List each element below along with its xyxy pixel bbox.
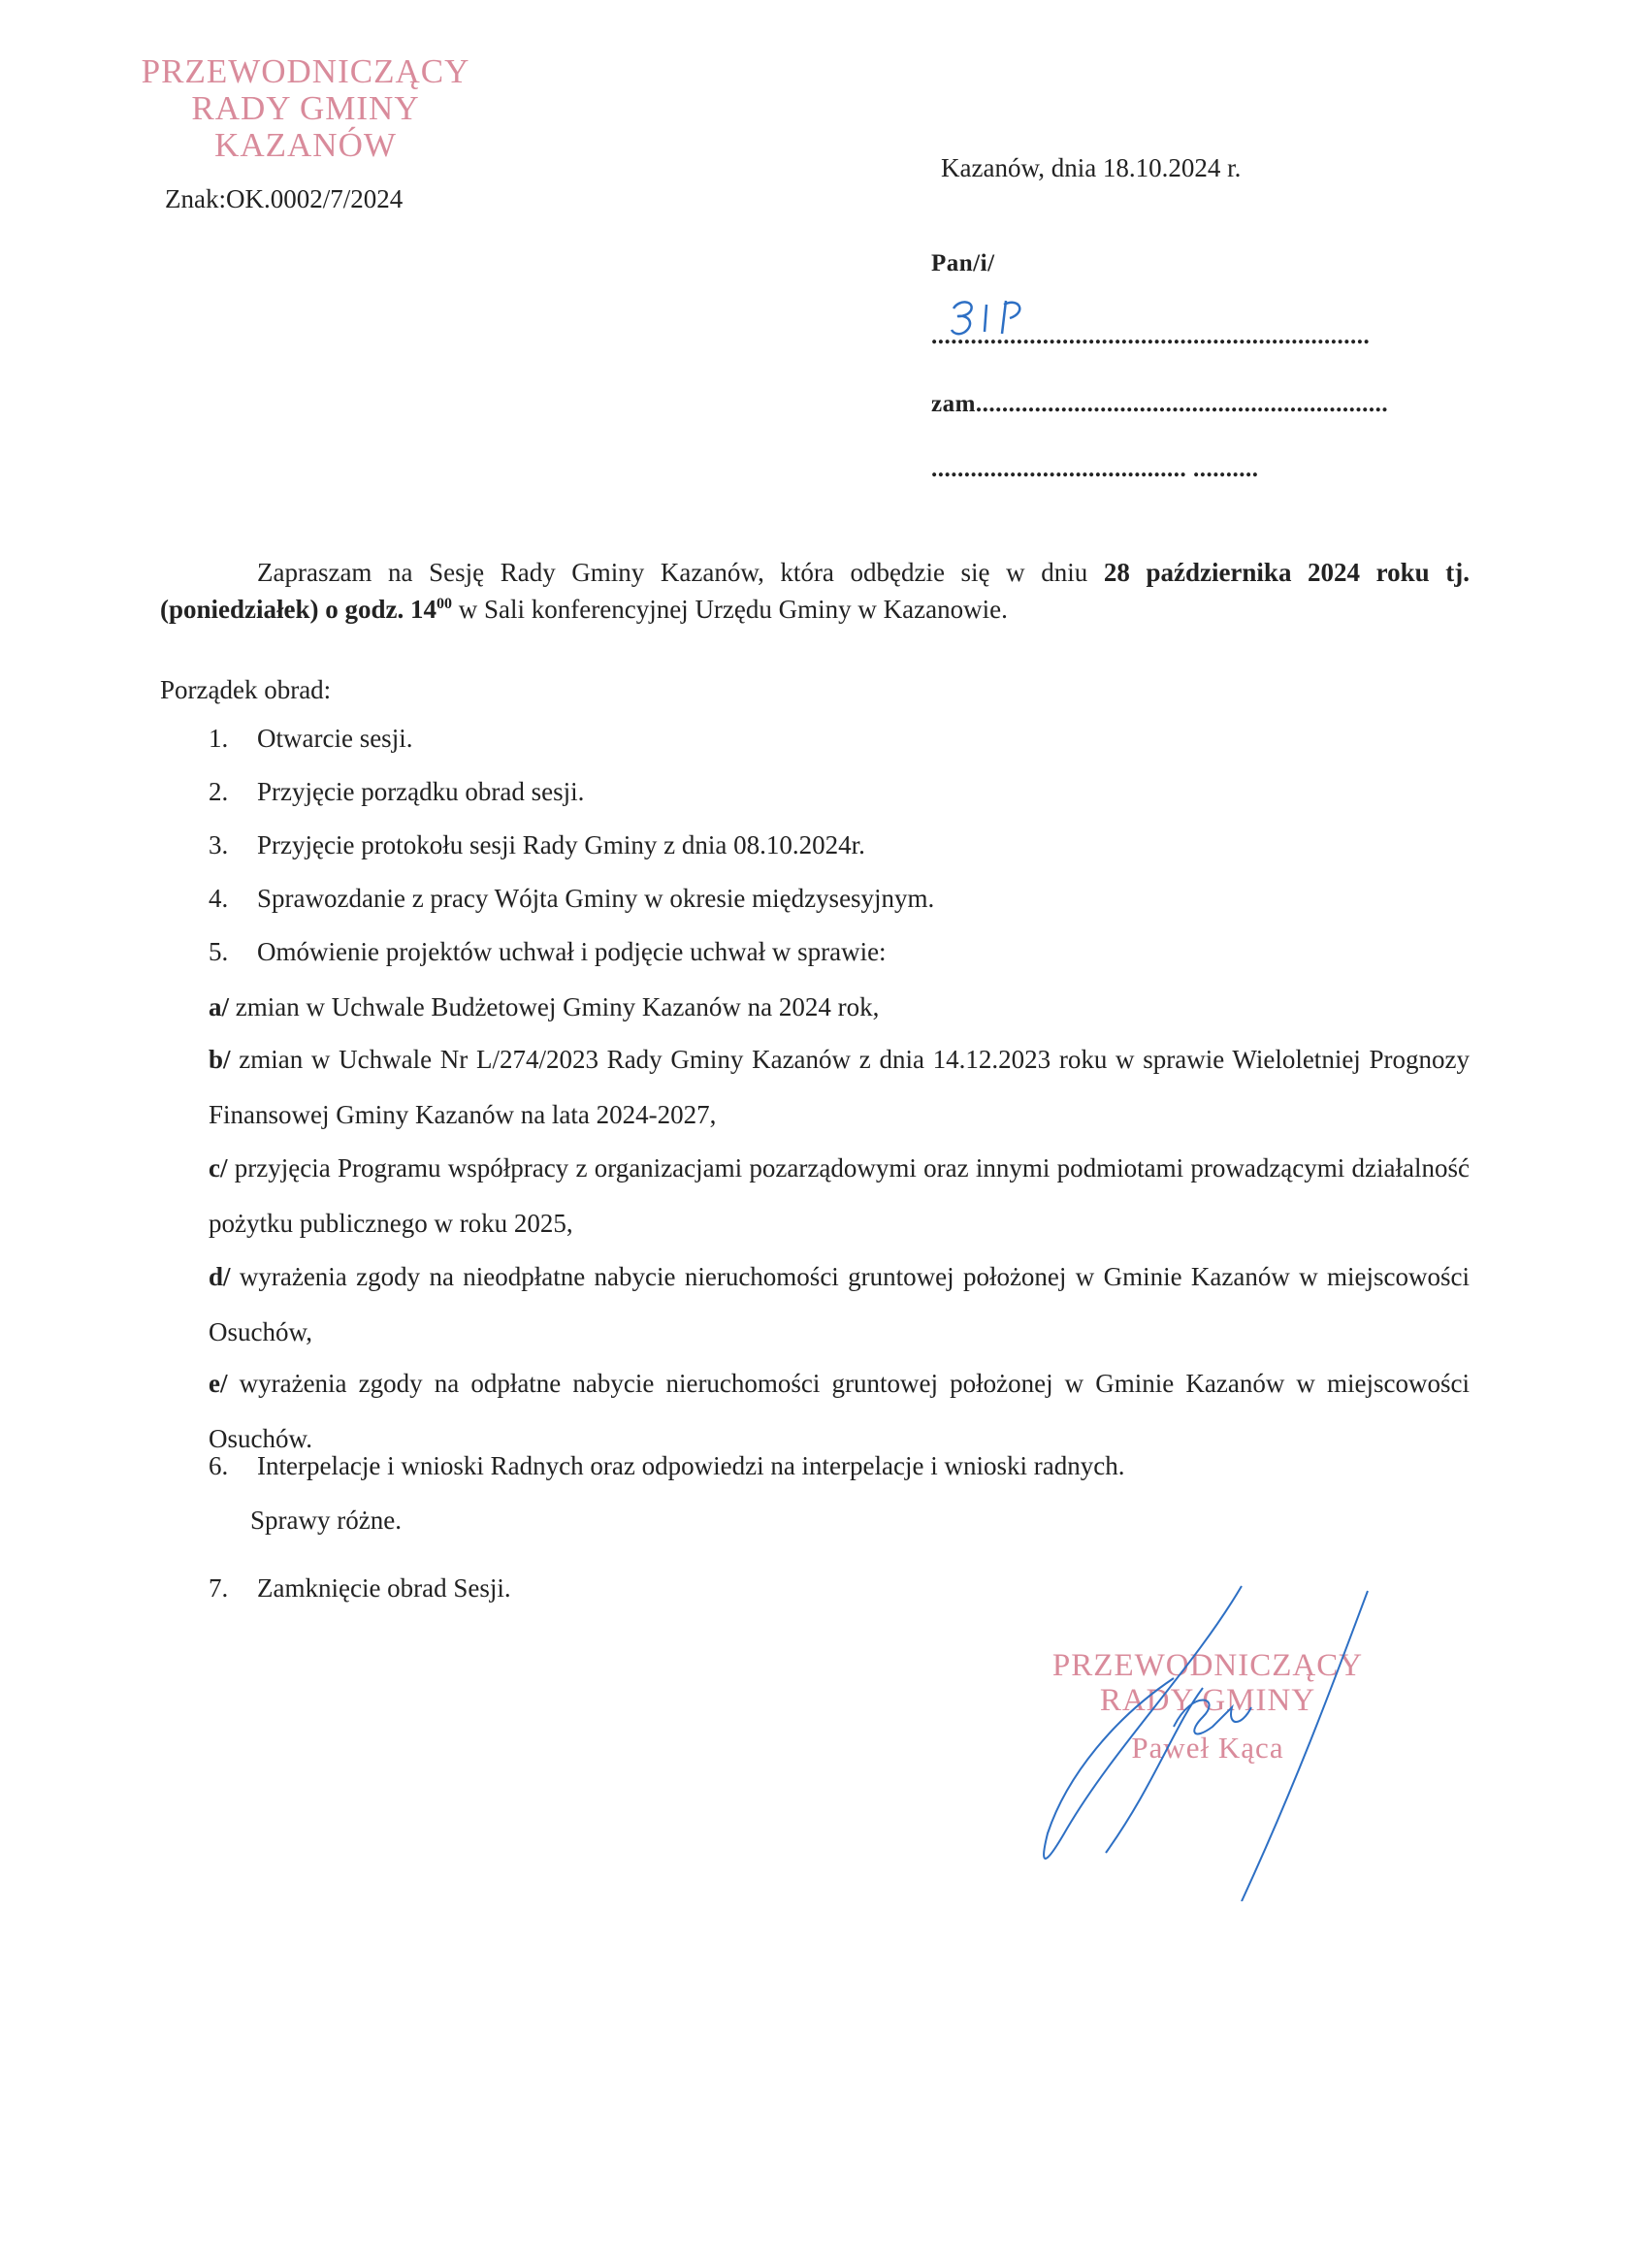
agenda-item bbox=[209, 1451, 1124, 1481]
subitem-text: wyrażenia zgody na nieodpłatne nabycie nieruchomości gruntowej położonej w Gminie Kazanów w miejscowości Osuchów, bbox=[209, 1262, 1470, 1346]
handwritten-signature-icon bbox=[999, 1581, 1387, 1901]
stamp-line-1: PRZEWODNICZĄCY bbox=[1051, 1648, 1364, 1683]
agenda-item-text: Omówienie projektów uchwał i podjęcie uchwał w sprawie: bbox=[257, 937, 887, 966]
stamp-name: Paweł Kąca bbox=[1131, 1731, 1284, 1766]
agenda-item bbox=[209, 937, 887, 967]
invitation-paragraph bbox=[160, 555, 1470, 629]
stamp-line-1: PRZEWODNICZĄCY bbox=[141, 52, 470, 90]
agenda-item-text: Przyjęcie porządku obrad sesji. bbox=[257, 777, 585, 806]
agenda-item-number: 5. bbox=[209, 937, 229, 966]
subitem-text: przyjęcia Programu współpracy z organizacjami pozarządowymi oraz innymi podmiotami prowadzącymi działalność pożytku publicznego w roku 2025, bbox=[209, 1153, 1470, 1238]
addressee-name-line: ................................................................... bbox=[931, 323, 1371, 349]
addressee-residence-line bbox=[931, 391, 1388, 418]
agenda-item-number: 1. bbox=[209, 724, 229, 753]
addressee-third-line: ....................................... .......... bbox=[931, 456, 1259, 482]
reference-number: Znak:OK.0002/7/2024 bbox=[165, 184, 404, 213]
subitem-text: wyrażenia zgody na odpłatne nabycie nieruchomości gruntowej położonej w Gminie Kazanów w miejscowości Osuchów. bbox=[209, 1369, 1470, 1453]
agenda-subitem bbox=[209, 980, 1470, 1035]
subitem-text: zmian w Uchwale Nr L/274/2023 Rady Gminy Kazanów z dnia 14.12.2023 roku w sprawie Wieloletniej Prognozy Finansowej Gminy Kazanów na lata 2024-2027, bbox=[209, 1045, 1470, 1129]
agenda-subitem bbox=[209, 1356, 1470, 1467]
agenda-item-number: 7. bbox=[209, 1573, 229, 1603]
council-chair-stamp bbox=[121, 53, 490, 163]
agenda-item-number: 2. bbox=[209, 777, 229, 806]
agenda-subitem bbox=[209, 1032, 1470, 1143]
addressee-label: Pan/i/ bbox=[931, 250, 995, 276]
intro-time-sup: 00 bbox=[436, 595, 453, 612]
agenda-item-text: Interpelacje i wnioski Radnych oraz odpowiedzi na interpelacje i wnioski radnych. bbox=[257, 1451, 1125, 1480]
agenda-item-number: 6. bbox=[209, 1451, 229, 1480]
agenda-item-continuation: Sprawy różne. bbox=[250, 1506, 402, 1535]
zam-dots: ............................................................... bbox=[975, 391, 1389, 417]
agenda-item bbox=[209, 777, 584, 807]
agenda-item bbox=[209, 1573, 511, 1604]
subitem-letter: e/ bbox=[209, 1369, 228, 1398]
place-date: Kazanów, dnia 18.10.2024 r. bbox=[941, 153, 1242, 182]
agenda-subitem bbox=[209, 1249, 1470, 1360]
agenda-item bbox=[209, 884, 934, 914]
agenda-item-text: Zamknięcie obrad Sesji. bbox=[257, 1573, 511, 1603]
agenda-item-text: Sprawozdanie z pracy Wójta Gminy w okresie międzysesyjnym. bbox=[257, 884, 935, 913]
agenda-item-number: 4. bbox=[209, 884, 229, 913]
zam-label: zam bbox=[931, 391, 976, 417]
agenda-item-text: Przyjęcie protokołu sesji Rady Gminy z dnia 08.10.2024r. bbox=[257, 830, 865, 859]
intro-date-time: 28 października 2024 roku tj. (poniedziałek) o godz. 14 bbox=[160, 558, 1470, 624]
subitem-letter: a/ bbox=[209, 992, 230, 1021]
agenda-item bbox=[209, 724, 412, 754]
agenda-item-text: Otwarcie sesji. bbox=[257, 724, 413, 753]
subitem-text: zmian w Uchwale Budżetowej Gminy Kazanów na 2024 rok, bbox=[229, 992, 880, 1021]
stamp-line-2: RADY GMINY bbox=[1099, 1682, 1316, 1718]
intro-text-1: Zapraszam na Sesję Rady Gminy Kazanów, która odbędzie się w dniu bbox=[257, 558, 1104, 587]
agenda-item bbox=[209, 830, 865, 860]
stamp-line-3: KAZANÓW bbox=[214, 125, 397, 164]
subitem-letter: c/ bbox=[209, 1153, 228, 1183]
subitem-letter: d/ bbox=[209, 1262, 231, 1291]
agenda-item-number: 3. bbox=[209, 830, 229, 859]
stamp-line-2: RADY GMINY bbox=[191, 88, 420, 127]
agenda-title: Porządek obrad: bbox=[160, 675, 332, 704]
subitem-letter: b/ bbox=[209, 1045, 231, 1074]
agenda-subitem bbox=[209, 1141, 1470, 1251]
intro-text-2: w Sali konferencyjnej Urzędu Gminy w Kazanowie. bbox=[452, 594, 1008, 624]
